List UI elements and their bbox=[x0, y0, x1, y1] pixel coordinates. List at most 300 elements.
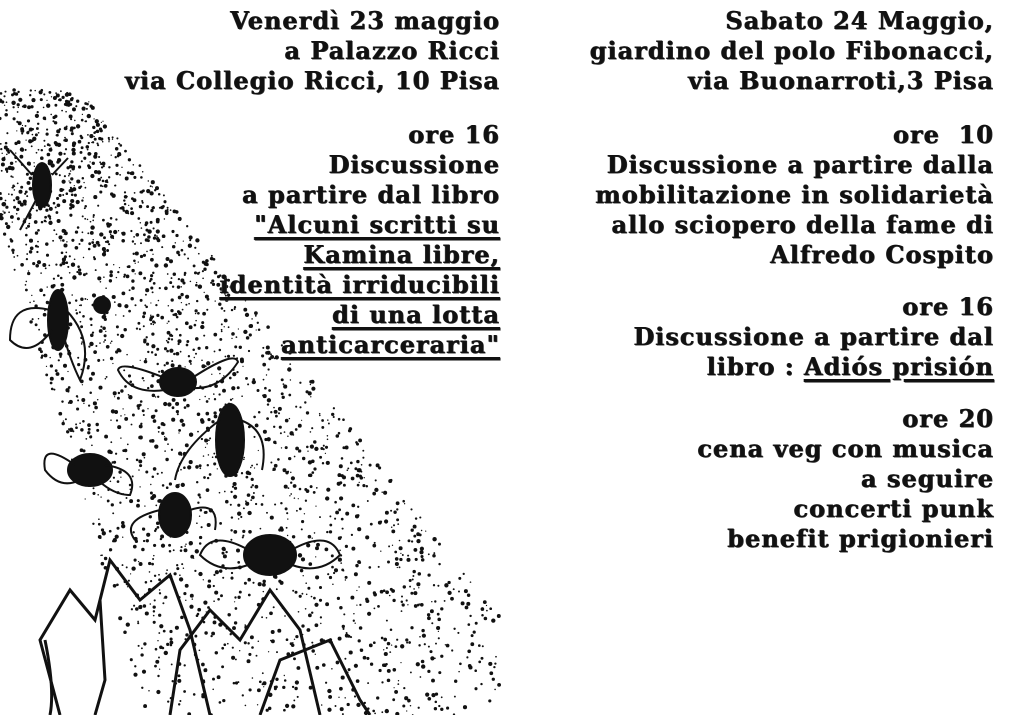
stipple-dot bbox=[179, 574, 181, 576]
stipple-dot bbox=[180, 549, 183, 552]
stipple-dot bbox=[438, 631, 439, 632]
stipple-dot bbox=[293, 699, 295, 701]
stipple-dot bbox=[291, 644, 294, 647]
stipple-dot bbox=[372, 710, 375, 713]
stipple-dot bbox=[396, 518, 399, 521]
stipple-dot bbox=[338, 508, 341, 511]
stipple-dot bbox=[153, 415, 156, 418]
stipple-dot bbox=[139, 486, 140, 487]
stipple-dot bbox=[98, 523, 101, 526]
stipple-dot bbox=[344, 697, 345, 698]
stipple-dot bbox=[171, 663, 173, 665]
stipple-dot bbox=[276, 651, 278, 653]
stipple-dot bbox=[113, 391, 117, 395]
stipple-dot bbox=[267, 398, 271, 402]
stipple-dot bbox=[11, 249, 14, 252]
stipple-dot bbox=[217, 468, 218, 469]
stipple-dot bbox=[394, 551, 397, 554]
stipple-dot bbox=[308, 391, 312, 395]
stipple-dot bbox=[308, 535, 312, 539]
stipple-dot bbox=[152, 394, 156, 398]
stipple-dot bbox=[399, 540, 401, 542]
stipple-dot bbox=[20, 147, 24, 151]
stipple-dot bbox=[393, 511, 396, 514]
stipple-dot bbox=[316, 543, 320, 547]
stipple-dot bbox=[139, 464, 142, 467]
stipple-dot bbox=[196, 481, 198, 483]
stipple-dot bbox=[171, 418, 175, 422]
saturday-event2-time: ore 16 bbox=[902, 292, 994, 321]
stipple-dot bbox=[63, 364, 67, 368]
stipple-dot bbox=[392, 698, 395, 701]
stipple-dot bbox=[481, 607, 485, 611]
stipple-dot bbox=[313, 440, 316, 443]
stipple-dot bbox=[474, 687, 477, 690]
stipple-dot bbox=[233, 682, 236, 685]
stipple-dot bbox=[370, 523, 373, 526]
stipple-dot bbox=[402, 704, 405, 707]
stipple-dot bbox=[158, 578, 161, 581]
stipple-dot bbox=[463, 705, 467, 709]
stipple-dot bbox=[314, 532, 316, 534]
stipple-dot bbox=[91, 444, 93, 446]
stipple-dot bbox=[311, 387, 315, 391]
stipple-dot bbox=[223, 643, 226, 646]
stipple-dot bbox=[404, 503, 405, 504]
stipple-dot bbox=[138, 645, 140, 647]
stipple-dot bbox=[488, 699, 491, 702]
stipple-dot bbox=[463, 573, 465, 575]
stipple-dot bbox=[297, 696, 299, 698]
stipple-dot bbox=[470, 642, 474, 646]
stipple-dot bbox=[213, 585, 215, 587]
saturday-address: via Buonarroti,3 Pisa bbox=[688, 66, 994, 95]
stipple-dot bbox=[161, 432, 164, 435]
friday-address: via Collegio Ricci, 10 Pisa bbox=[125, 66, 500, 95]
stipple-dot bbox=[232, 647, 234, 649]
stipple-dot bbox=[67, 371, 68, 372]
stipple-dot bbox=[481, 614, 484, 617]
stipple-dot bbox=[298, 451, 299, 452]
stipple-dot bbox=[14, 186, 16, 188]
stipple-dot bbox=[291, 476, 295, 480]
stipple-dot bbox=[475, 622, 478, 625]
stipple-dot bbox=[418, 644, 420, 646]
stipple-dot bbox=[458, 590, 460, 592]
stipple-dot bbox=[436, 626, 440, 630]
stipple-dot bbox=[77, 363, 80, 366]
stipple-dot bbox=[137, 622, 139, 624]
stipple-dot bbox=[368, 566, 371, 569]
stipple-dot bbox=[305, 582, 307, 584]
stipple-dot bbox=[374, 713, 376, 715]
stipple-dot bbox=[207, 464, 209, 466]
stipple-dot bbox=[113, 477, 115, 479]
stipple-dot bbox=[306, 411, 309, 414]
stipple-dot bbox=[401, 595, 403, 597]
stipple-dot bbox=[122, 537, 123, 538]
stipple-dot bbox=[61, 377, 64, 380]
stipple-dot bbox=[183, 567, 184, 568]
stipple-dot bbox=[287, 435, 288, 436]
stipple-dot bbox=[128, 394, 130, 396]
stipple-dot bbox=[266, 417, 269, 420]
stipple-dot bbox=[410, 671, 412, 673]
stipple-dot bbox=[338, 558, 342, 562]
stipple-dot bbox=[145, 611, 149, 615]
stipple-dot bbox=[218, 393, 220, 395]
stipple-dot bbox=[199, 515, 200, 516]
stipple-dot bbox=[153, 615, 155, 617]
stipple-dot bbox=[184, 545, 186, 547]
stipple-dot bbox=[337, 597, 340, 600]
stipple-dot bbox=[232, 398, 233, 399]
stipple-dot bbox=[189, 605, 193, 609]
stipple-dot bbox=[331, 413, 334, 416]
stipple-dot bbox=[404, 696, 408, 700]
stipple-dot bbox=[130, 658, 133, 661]
stipple-dot bbox=[480, 683, 482, 685]
stipple-dot bbox=[358, 438, 362, 442]
stipple-dot bbox=[277, 629, 281, 633]
stipple-dot bbox=[117, 425, 121, 429]
stipple-dot bbox=[3, 212, 5, 214]
stipple-dot bbox=[420, 555, 423, 558]
stipple-dot bbox=[356, 590, 357, 591]
stipple-dot bbox=[458, 577, 461, 580]
stipple-dot bbox=[185, 584, 189, 588]
friday-book-line-1: "Alcuni scritti su bbox=[254, 210, 500, 239]
stipple-dot bbox=[281, 378, 284, 381]
stipple-dot bbox=[0, 143, 2, 145]
saturday-event3-line-3: concerti punk bbox=[793, 494, 994, 523]
stipple-dot bbox=[329, 524, 332, 527]
stipple-dot bbox=[243, 507, 245, 509]
stipple-dot bbox=[329, 515, 331, 517]
stipple-dot bbox=[87, 423, 91, 427]
stipple-dot bbox=[311, 596, 313, 598]
stipple-dot bbox=[20, 186, 23, 189]
stipple-dot bbox=[248, 472, 251, 475]
stipple-dot bbox=[80, 369, 82, 371]
stipple-dot bbox=[100, 496, 101, 497]
stipple-dot bbox=[211, 374, 212, 375]
stipple-dot bbox=[319, 413, 321, 415]
stipple-dot bbox=[406, 710, 407, 711]
stipple-dot bbox=[362, 484, 365, 487]
stipple-dot bbox=[85, 438, 87, 440]
stipple-dot bbox=[409, 586, 411, 588]
stipple-dot bbox=[398, 680, 399, 681]
stipple-dot bbox=[380, 551, 381, 552]
stipple-dot bbox=[268, 651, 269, 652]
stipple-dot bbox=[87, 365, 90, 368]
stipple-dot bbox=[359, 475, 362, 478]
stipple-dot bbox=[311, 611, 313, 613]
stipple-dot bbox=[133, 673, 137, 677]
stipple-dot bbox=[262, 363, 266, 367]
stipple-dot bbox=[341, 457, 344, 460]
stipple-dot bbox=[195, 465, 199, 469]
stipple-dot bbox=[325, 602, 329, 606]
stipple-dot bbox=[131, 566, 135, 570]
stipple-dot bbox=[410, 705, 411, 706]
stipple-dot bbox=[208, 579, 211, 582]
stipple-dot bbox=[56, 372, 60, 376]
stipple-dot bbox=[79, 422, 81, 424]
stipple-dot bbox=[315, 575, 319, 579]
stipple-dot bbox=[420, 547, 424, 551]
stipple-dot bbox=[478, 661, 481, 664]
stipple-dot bbox=[201, 438, 203, 440]
stipple-dot bbox=[395, 557, 399, 561]
stipple-dot bbox=[82, 384, 83, 385]
stipple-dot bbox=[402, 603, 405, 606]
stipple-dot bbox=[340, 707, 344, 711]
stipple-dot bbox=[453, 588, 455, 590]
stipple-dot bbox=[126, 458, 128, 460]
stipple-dot bbox=[118, 470, 121, 473]
stipple-dot bbox=[303, 575, 304, 576]
stipple-dot bbox=[142, 452, 146, 456]
stipple-dot bbox=[178, 432, 179, 433]
stipple-dot bbox=[206, 488, 210, 492]
stipple-dot bbox=[180, 419, 184, 423]
stipple-dot bbox=[2, 202, 6, 206]
stipple-dot bbox=[12, 252, 14, 254]
stipple-dot bbox=[157, 473, 159, 475]
stipple-dot bbox=[357, 560, 361, 564]
stipple-dot bbox=[278, 412, 280, 414]
stipple-dot bbox=[159, 624, 163, 628]
stipple-dot bbox=[305, 608, 307, 610]
stipple-dot bbox=[304, 513, 305, 514]
stipple-dot bbox=[193, 558, 194, 559]
stipple-dot bbox=[410, 508, 412, 510]
stipple-dot bbox=[128, 374, 131, 377]
stipple-dot bbox=[243, 457, 245, 459]
stipple-dot bbox=[294, 591, 297, 594]
stipple-dot bbox=[354, 622, 355, 623]
stipple-dot bbox=[341, 474, 344, 477]
stipple-dot bbox=[467, 649, 471, 653]
stipple-dot bbox=[169, 482, 172, 485]
stipple-dot bbox=[357, 506, 359, 508]
stipple-dot bbox=[199, 536, 202, 539]
stipple-dot bbox=[489, 607, 492, 610]
stipple-dot bbox=[53, 389, 55, 391]
stipple-dot bbox=[344, 658, 346, 660]
stipple-dot bbox=[63, 420, 64, 421]
stipple-dot bbox=[178, 484, 179, 485]
stipple-dot bbox=[171, 360, 173, 362]
stipple-dot bbox=[235, 658, 237, 660]
stipple-dot bbox=[237, 596, 240, 599]
stipple-dot bbox=[400, 662, 401, 663]
stipple-dot bbox=[340, 562, 342, 564]
stipple-dot bbox=[417, 604, 420, 607]
stipple-dot bbox=[1, 153, 2, 154]
stipple-dot bbox=[5, 142, 8, 145]
stipple-dot bbox=[222, 552, 225, 555]
stipple-dot bbox=[481, 657, 484, 660]
stipple-dot bbox=[139, 424, 143, 428]
stipple-dot bbox=[339, 549, 341, 551]
stipple-dot bbox=[176, 564, 178, 566]
stipple-dot bbox=[350, 596, 354, 600]
stipple-dot bbox=[287, 367, 291, 371]
stipple-dot bbox=[236, 549, 240, 553]
stipple-dot bbox=[150, 496, 154, 500]
stipple-dot bbox=[164, 651, 168, 655]
stipple-dot bbox=[338, 418, 341, 421]
stipple-dot bbox=[183, 466, 186, 469]
stipple-dot bbox=[126, 622, 130, 626]
stipple-dot bbox=[469, 615, 471, 617]
stipple-dot bbox=[178, 703, 180, 705]
stipple-dot bbox=[354, 572, 358, 576]
stipple-dot bbox=[347, 467, 349, 469]
stipple-dot bbox=[438, 671, 441, 674]
stipple-dot bbox=[110, 480, 112, 482]
stipple-dot bbox=[342, 418, 345, 421]
stipple-dot bbox=[14, 142, 17, 145]
stipple-dot bbox=[4, 105, 5, 106]
saturday-event3-time: ore 20 bbox=[902, 404, 994, 433]
stipple-dot bbox=[311, 459, 315, 463]
stipple-dot bbox=[468, 665, 472, 669]
stipple-dot bbox=[225, 551, 227, 553]
stipple-dot bbox=[149, 515, 152, 518]
stipple-dot bbox=[488, 662, 492, 666]
stipple-dot bbox=[8, 211, 10, 213]
stipple-dot bbox=[207, 477, 209, 479]
stipple-dot bbox=[167, 443, 169, 445]
stipple-dot bbox=[230, 539, 232, 541]
stipple-dot bbox=[351, 504, 355, 508]
stipple-dot bbox=[12, 106, 14, 108]
stipple-dot bbox=[150, 492, 153, 495]
stipple-dot bbox=[124, 385, 127, 388]
stipple-dot bbox=[140, 653, 143, 656]
stipple-dot bbox=[274, 687, 277, 690]
stipple-dot bbox=[396, 501, 400, 505]
stipple-dot bbox=[347, 703, 350, 706]
stipple-dot bbox=[225, 500, 229, 504]
stipple-dot bbox=[25, 289, 28, 292]
stipple-dot bbox=[251, 496, 255, 500]
stipple-dot bbox=[445, 644, 446, 645]
stipple-dot bbox=[137, 499, 140, 502]
stipple-dot bbox=[355, 441, 358, 444]
stipple-dot bbox=[199, 464, 202, 467]
stipple-dot bbox=[50, 377, 54, 381]
stipple-dot bbox=[196, 614, 199, 617]
stipple-dot bbox=[120, 477, 121, 478]
stipple-dot bbox=[320, 616, 322, 618]
stipple-dot bbox=[81, 398, 85, 402]
stipple-dot bbox=[198, 572, 202, 576]
stipple-dot bbox=[69, 428, 73, 432]
stipple-dot bbox=[13, 117, 16, 120]
stipple-dot bbox=[395, 562, 399, 566]
stipple-dot bbox=[310, 485, 313, 488]
stipple-dot bbox=[12, 88, 16, 92]
stipple-dot bbox=[143, 414, 145, 416]
stipple-dot bbox=[358, 639, 361, 642]
stipple-dot bbox=[178, 429, 181, 432]
stipple-dot bbox=[192, 598, 193, 599]
stipple-dot bbox=[421, 664, 425, 668]
stipple-dot bbox=[381, 637, 384, 640]
stipple-dot bbox=[223, 375, 225, 377]
stipple-dot bbox=[467, 593, 470, 596]
saturday-event2-prefix: libro : bbox=[706, 352, 804, 381]
stipple-dot bbox=[298, 498, 299, 499]
stipple-dot bbox=[237, 561, 240, 564]
stipple-dot bbox=[267, 368, 269, 370]
stipple-dot bbox=[421, 660, 425, 664]
stipple-dot bbox=[403, 687, 405, 689]
stipple-dot bbox=[385, 511, 389, 515]
stipple-dot bbox=[196, 522, 198, 524]
stipple-dot bbox=[386, 620, 388, 622]
stipple-dot bbox=[175, 626, 179, 630]
stipple-dot bbox=[391, 526, 392, 527]
stipple-dot bbox=[105, 378, 107, 380]
stipple-dot bbox=[374, 488, 378, 492]
stipple-dot bbox=[101, 562, 105, 566]
stipple-dot bbox=[370, 663, 373, 666]
stipple-dot bbox=[292, 590, 294, 592]
stipple-dot bbox=[261, 616, 263, 618]
stipple-dot bbox=[245, 500, 247, 502]
stipple-dot bbox=[301, 520, 304, 523]
stipple-dot bbox=[213, 393, 215, 395]
stipple-dot bbox=[197, 502, 199, 504]
stipple-dot bbox=[104, 435, 108, 439]
stipple-dot bbox=[157, 640, 158, 641]
stipple-dot bbox=[334, 568, 338, 572]
stipple-dot bbox=[271, 639, 275, 643]
stipple-dot bbox=[323, 448, 325, 450]
stipple-dot bbox=[430, 609, 434, 613]
stipple-dot bbox=[396, 508, 398, 510]
stipple-dot bbox=[199, 467, 201, 469]
stipple-dot bbox=[141, 647, 143, 649]
stipple-dot bbox=[6, 101, 8, 103]
stipple-dot bbox=[204, 511, 207, 514]
stipple-dot bbox=[102, 531, 106, 535]
stipple-dot bbox=[155, 648, 158, 651]
stipple-dot bbox=[248, 530, 252, 534]
stipple-dot bbox=[282, 396, 285, 399]
stipple-dot bbox=[245, 502, 249, 506]
stipple-dot bbox=[5, 109, 7, 111]
stipple-dot bbox=[419, 636, 421, 638]
stipple-dot bbox=[437, 618, 441, 622]
stipple-dot bbox=[416, 662, 420, 666]
stipple-dot bbox=[173, 549, 175, 551]
stipple-dot bbox=[266, 512, 268, 514]
stipple-dot bbox=[116, 583, 119, 586]
stipple-dot bbox=[342, 528, 344, 530]
stipple-dot bbox=[416, 582, 420, 586]
stipple-dot bbox=[242, 694, 244, 696]
stipple-dot bbox=[372, 492, 376, 496]
stipple-dot bbox=[369, 464, 372, 467]
stipple-dot bbox=[289, 495, 290, 496]
